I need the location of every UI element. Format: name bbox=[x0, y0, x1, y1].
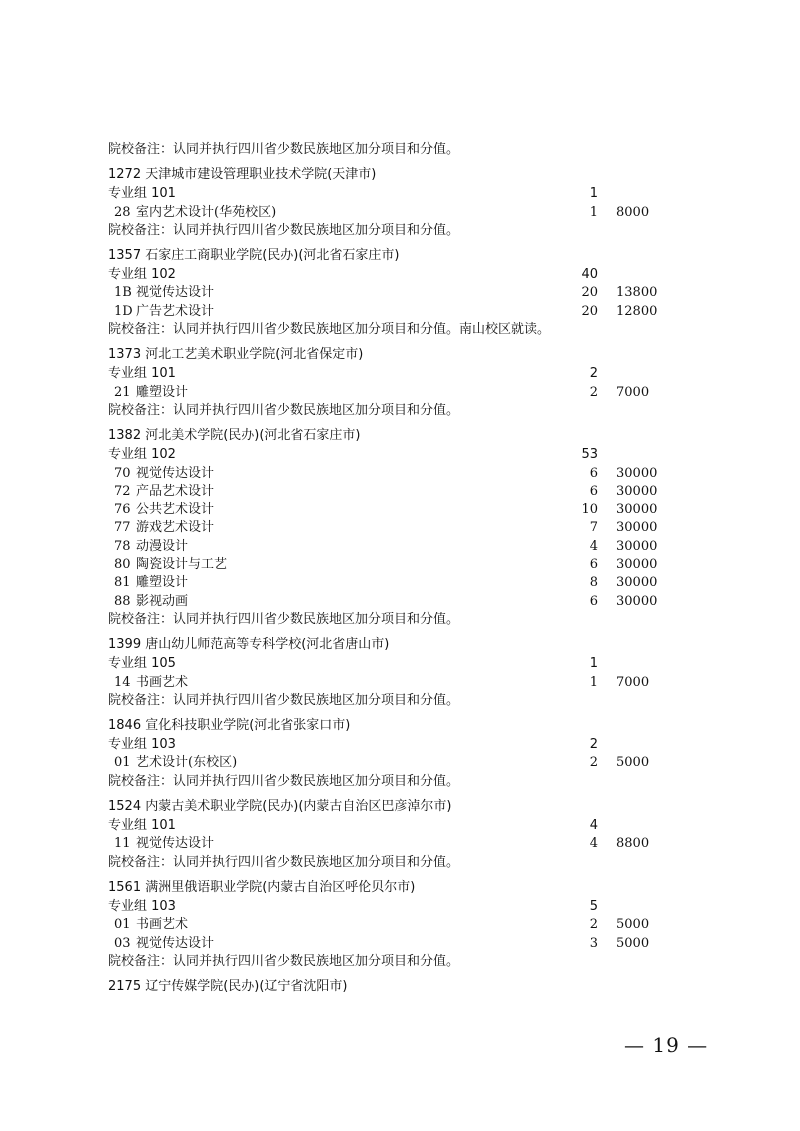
major-fee: 30000 bbox=[616, 465, 658, 481]
major-count: 4 bbox=[589, 538, 598, 554]
note-label: 院校备注： bbox=[108, 222, 174, 238]
school-block bbox=[108, 791, 708, 872]
major-row bbox=[108, 538, 708, 556]
major-fee: 5000 bbox=[616, 917, 650, 933]
school-header: 2175 辽宁传媒学院(民办)(辽宁省沈阳市) bbox=[108, 979, 348, 995]
major-name-cell bbox=[114, 556, 227, 574]
group-name: 专业组 103 bbox=[108, 898, 176, 914]
note-label: 院校备注： bbox=[108, 322, 174, 338]
school-note bbox=[108, 953, 708, 971]
major-fee: 8800 bbox=[616, 836, 650, 852]
major-fee: 5000 bbox=[616, 755, 650, 771]
major-name: 艺术设计(东校区) bbox=[136, 755, 238, 771]
major-fee: 30000 bbox=[616, 483, 658, 499]
major-name: 产品艺术设计 bbox=[136, 483, 215, 499]
major-row bbox=[108, 384, 708, 402]
note-label: 院校备注： bbox=[108, 402, 174, 418]
note-label: 院校备注： bbox=[108, 142, 174, 157]
major-count: 20 bbox=[581, 285, 598, 301]
major-name-cell bbox=[114, 384, 188, 402]
major-count: 10 bbox=[581, 502, 598, 518]
major-row bbox=[108, 935, 708, 953]
group-row bbox=[108, 898, 708, 916]
school-header: 1357 石家庄工商职业学院(民办)(河北省石家庄市) bbox=[108, 248, 400, 264]
major-name-cell bbox=[114, 835, 214, 853]
school-header: 1846 宣化科技职业学院(河北省张家口市) bbox=[108, 718, 351, 734]
top-note bbox=[108, 141, 708, 159]
school-note bbox=[108, 692, 708, 710]
major-name: 视觉传达设计 bbox=[136, 935, 215, 951]
major-name: 动漫设计 bbox=[136, 538, 189, 554]
note-text: 认同并执行四川省少数民族地区加分项目和分值。 bbox=[173, 611, 460, 627]
major-fee: 30000 bbox=[616, 557, 658, 573]
major-name-cell bbox=[114, 593, 188, 611]
major-count: 7 bbox=[589, 520, 598, 536]
major-code: 01 bbox=[114, 755, 131, 771]
major-name: 视觉传达设计 bbox=[136, 836, 215, 852]
note-text: 认同并执行四川省少数民族地区加分项目和分值。 bbox=[173, 854, 460, 870]
school-block bbox=[108, 971, 708, 997]
school-note bbox=[108, 611, 708, 629]
major-code: 28 bbox=[114, 204, 131, 220]
major-name: 视觉传达设计 bbox=[136, 465, 215, 481]
note-label: 院校备注： bbox=[108, 773, 174, 789]
school-note bbox=[108, 773, 708, 791]
major-name: 广告艺术设计 bbox=[136, 303, 215, 319]
school-header: 1373 河北工艺美术职业学院(河北省保定市) bbox=[108, 347, 364, 363]
major-code: 1B bbox=[114, 285, 132, 301]
school-header: 1561 满洲里俄语职业学院(内蒙古自治区呼伦贝尔市) bbox=[108, 879, 416, 895]
major-code: 70 bbox=[114, 465, 131, 481]
major-code: 21 bbox=[114, 384, 131, 400]
major-fee: 30000 bbox=[616, 538, 658, 554]
major-name-cell bbox=[114, 935, 214, 953]
major-name: 雕塑设计 bbox=[136, 575, 189, 591]
major-row bbox=[108, 556, 708, 574]
major-code: 01 bbox=[114, 917, 131, 933]
school-note bbox=[108, 854, 708, 872]
major-count: 2 bbox=[589, 384, 598, 400]
group-name: 专业组 105 bbox=[108, 656, 176, 672]
major-row bbox=[108, 674, 708, 692]
major-count: 2 bbox=[589, 755, 598, 771]
major-row bbox=[108, 284, 708, 302]
group-name: 专业组 101 bbox=[108, 186, 176, 202]
group-count: 5 bbox=[589, 898, 598, 914]
major-name-cell bbox=[114, 519, 214, 537]
major-fee: 30000 bbox=[616, 593, 658, 609]
group-name: 专业组 102 bbox=[108, 267, 176, 283]
major-count: 6 bbox=[589, 593, 598, 609]
group-name: 专业组 102 bbox=[108, 447, 176, 463]
major-code: 11 bbox=[114, 836, 131, 852]
school-block bbox=[108, 240, 708, 339]
major-name: 陶瓷设计与工艺 bbox=[136, 557, 228, 573]
group-row bbox=[108, 185, 708, 203]
school-block bbox=[108, 159, 708, 240]
major-count: 4 bbox=[589, 836, 598, 852]
school-header: 1524 内蒙古美术职业学院(民办)(内蒙古自治区巴彦淖尔市) bbox=[108, 799, 452, 815]
major-code: 14 bbox=[114, 674, 131, 690]
group-count: 40 bbox=[581, 267, 598, 283]
page-number: — 19 — bbox=[624, 1033, 709, 1057]
note-label: 院校备注： bbox=[108, 854, 174, 870]
group-count: 1 bbox=[589, 186, 598, 202]
major-name: 书画艺术 bbox=[136, 674, 189, 690]
major-name-cell bbox=[114, 204, 276, 222]
major-name: 公共艺术设计 bbox=[136, 502, 215, 518]
group-count: 1 bbox=[589, 656, 598, 672]
major-row bbox=[108, 519, 708, 537]
school-block bbox=[108, 420, 708, 629]
major-fee: 30000 bbox=[616, 575, 658, 591]
major-fee: 5000 bbox=[616, 935, 650, 951]
major-fee: 8000 bbox=[616, 204, 650, 220]
major-name-cell bbox=[114, 674, 188, 692]
school-header: 1272 天津城市建设管理职业技术学院(天津市) bbox=[108, 167, 377, 183]
major-row bbox=[108, 501, 708, 519]
group-name: 专业组 101 bbox=[108, 366, 176, 382]
group-row bbox=[108, 365, 708, 383]
major-count: 8 bbox=[589, 575, 598, 591]
note-text: 认同并执行四川省少数民族地区加分项目和分值。 bbox=[173, 773, 460, 789]
school-note bbox=[108, 321, 708, 339]
note-text: 认同并执行四川省少数民族地区加分项目和分值。 bbox=[173, 142, 460, 157]
major-fee: 7000 bbox=[616, 384, 650, 400]
major-name-cell bbox=[114, 538, 188, 556]
major-count: 1 bbox=[589, 204, 598, 220]
group-count: 2 bbox=[589, 366, 598, 382]
major-name-cell bbox=[114, 483, 214, 501]
major-row bbox=[108, 465, 708, 483]
major-code: 77 bbox=[114, 520, 131, 536]
major-code: 03 bbox=[114, 935, 131, 951]
group-row bbox=[108, 655, 708, 673]
school-note bbox=[108, 402, 708, 420]
group-count: 4 bbox=[589, 818, 598, 834]
major-row bbox=[108, 835, 708, 853]
major-name-cell bbox=[114, 303, 214, 321]
major-count: 1 bbox=[589, 674, 598, 690]
school-header: 1399 唐山幼儿师范高等专科学校(河北省唐山市) bbox=[108, 637, 390, 653]
note-text: 认同并执行四川省少数民族地区加分项目和分值。 bbox=[173, 222, 460, 238]
note-label: 院校备注： bbox=[108, 611, 174, 627]
major-name-cell bbox=[114, 465, 214, 483]
major-row bbox=[108, 754, 708, 772]
group-row bbox=[108, 736, 708, 754]
major-name: 视觉传达设计 bbox=[136, 285, 215, 301]
major-name: 室内艺术设计(华苑校区) bbox=[136, 204, 277, 220]
major-row bbox=[108, 303, 708, 321]
school-block bbox=[108, 872, 708, 971]
major-name: 影视动画 bbox=[136, 593, 189, 609]
major-fee: 12800 bbox=[616, 303, 658, 319]
major-row bbox=[108, 574, 708, 592]
major-code: 81 bbox=[114, 575, 131, 591]
school-header: 1382 河北美术学院(民办)(河北省石家庄市) bbox=[108, 428, 361, 444]
group-count: 53 bbox=[581, 447, 598, 463]
group-row bbox=[108, 817, 708, 835]
school-list bbox=[108, 159, 708, 997]
major-fee: 30000 bbox=[616, 520, 658, 536]
group-name: 专业组 101 bbox=[108, 818, 176, 834]
major-fee: 30000 bbox=[616, 502, 658, 518]
major-code: 72 bbox=[114, 483, 131, 499]
group-name: 专业组 103 bbox=[108, 737, 176, 753]
major-count: 6 bbox=[589, 557, 598, 573]
major-count: 6 bbox=[589, 465, 598, 481]
major-code: 76 bbox=[114, 502, 131, 518]
major-fee: 7000 bbox=[616, 674, 650, 690]
document-content bbox=[108, 141, 708, 997]
major-code: 1D bbox=[114, 303, 133, 319]
major-name-cell bbox=[114, 284, 214, 302]
school-block bbox=[108, 629, 708, 710]
major-count: 20 bbox=[581, 303, 598, 319]
major-name-cell bbox=[114, 916, 188, 934]
note-text: 认同并执行四川省少数民族地区加分项目和分值。南山校区就读。 bbox=[173, 322, 551, 338]
major-count: 3 bbox=[589, 935, 598, 951]
major-name: 游戏艺术设计 bbox=[136, 520, 215, 536]
major-count: 2 bbox=[589, 917, 598, 933]
school-block bbox=[108, 339, 708, 420]
note-text: 认同并执行四川省少数民族地区加分项目和分值。 bbox=[173, 692, 460, 708]
major-name-cell bbox=[114, 501, 214, 519]
major-name-cell bbox=[114, 754, 237, 772]
note-label: 院校备注： bbox=[108, 953, 174, 969]
note-label: 院校备注： bbox=[108, 692, 174, 708]
major-name: 雕塑设计 bbox=[136, 384, 189, 400]
school-block bbox=[108, 710, 708, 791]
major-code: 88 bbox=[114, 593, 131, 609]
group-row bbox=[108, 446, 708, 464]
major-row bbox=[108, 483, 708, 501]
major-count: 6 bbox=[589, 483, 598, 499]
major-row bbox=[108, 593, 708, 611]
major-name: 书画艺术 bbox=[136, 917, 189, 933]
group-count: 2 bbox=[589, 737, 598, 753]
major-name-cell bbox=[114, 574, 188, 592]
major-code: 78 bbox=[114, 538, 131, 554]
major-row bbox=[108, 916, 708, 934]
major-code: 80 bbox=[114, 557, 131, 573]
note-text: 认同并执行四川省少数民族地区加分项目和分值。 bbox=[173, 953, 460, 969]
major-fee: 13800 bbox=[616, 285, 658, 301]
school-note bbox=[108, 222, 708, 240]
major-row bbox=[108, 204, 708, 222]
note-text: 认同并执行四川省少数民族地区加分项目和分值。 bbox=[173, 402, 460, 418]
group-row bbox=[108, 266, 708, 284]
